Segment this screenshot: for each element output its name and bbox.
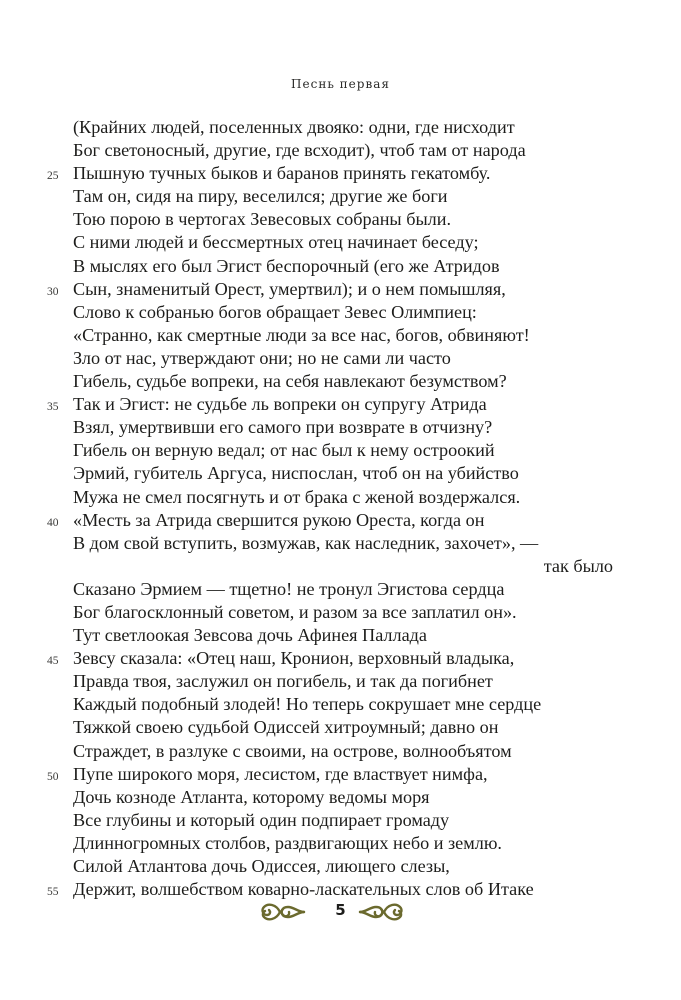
verse-text: Тяжкой своею судьбой Одиссей хитроумный; давно он bbox=[73, 717, 499, 738]
page-number: 5 bbox=[335, 901, 346, 919]
verse-text: Зло от нас, утверждают они; но не сами ли часто bbox=[73, 347, 451, 368]
verse-text: Тою порою в чертогах Зевесовых собраны были. bbox=[73, 209, 452, 230]
running-head: Песнь первая bbox=[291, 77, 390, 91]
verse-text: «Странно, как смертные люди за все нас, богов, обвиняют! bbox=[73, 324, 530, 345]
line-number: 25 bbox=[47, 170, 59, 183]
verse-line bbox=[73, 301, 613, 324]
line-number: 40 bbox=[47, 516, 59, 529]
verse-line bbox=[73, 416, 613, 439]
verse-text: Эрмий, губитель Аргуса, ниспослан, чтоб он на убийство bbox=[73, 463, 519, 484]
verse-line bbox=[73, 555, 613, 578]
verse-line bbox=[47, 763, 613, 786]
verse-line bbox=[73, 693, 613, 716]
verse-line bbox=[47, 509, 613, 532]
verse-text: Сын, знаменитый Орест, умертвил); и о нем помышляя, bbox=[73, 278, 506, 299]
verse-line bbox=[73, 670, 613, 693]
verse-line bbox=[73, 578, 613, 601]
verse-line bbox=[73, 439, 613, 462]
line-number: 30 bbox=[47, 285, 59, 298]
verse-text: Слово к собранью богов обращает Зевес Олимпиец: bbox=[73, 301, 477, 322]
verse-line bbox=[47, 393, 613, 416]
verse-text: Взял, умертвивши его самого при возврате в отчизну? bbox=[73, 417, 493, 438]
verse-line bbox=[73, 486, 613, 509]
line-number: 50 bbox=[47, 770, 59, 783]
verse-line bbox=[73, 716, 613, 739]
verse-text: Бог благосклонный советом, и разом за все заплатил он». bbox=[73, 601, 517, 622]
verse-line bbox=[73, 231, 613, 254]
verse-line bbox=[47, 162, 613, 185]
verse-text: В дом свой вступить, возмужав, как наследник, захочет», — bbox=[73, 532, 539, 553]
verse-text: Силой Атлантова дочь Одиссея, лиющего слезы, bbox=[73, 856, 450, 876]
verse-text: Страждет, в разлуке с своими, на острове, волнообъятом bbox=[73, 740, 512, 761]
verse-text: «Месть за Атрида свершится рукою Ореста, когда он bbox=[73, 509, 485, 530]
verse-text: Сказано Эрмием — тщетно! не тронул Эгистова сердца bbox=[73, 578, 505, 599]
verse-line bbox=[73, 832, 613, 855]
verse-text: Гибель он верную ведал; от нас был к нему остроокий bbox=[73, 440, 495, 461]
verse-text: Пупе широкого моря, лесистом, где властвует нимфа, bbox=[73, 763, 488, 784]
line-number: 55 bbox=[47, 886, 59, 899]
verse-text: так было bbox=[543, 555, 613, 576]
verse-line bbox=[73, 601, 613, 624]
verse-line bbox=[73, 786, 613, 809]
verse-block bbox=[47, 116, 613, 901]
verse-text: Мужа не смел посягнуть и от брака с женой воздержался. bbox=[73, 486, 521, 507]
verse-line bbox=[73, 809, 613, 832]
verse-line bbox=[47, 278, 613, 301]
verse-line bbox=[73, 139, 613, 162]
verse-line bbox=[73, 462, 613, 485]
verse-text: Пышную тучных быков и баранов принять гекатомбу. bbox=[73, 163, 491, 184]
verse-text: С ними людей и бессмертных отец начинает беседу; bbox=[73, 232, 479, 253]
verse-line bbox=[73, 116, 613, 139]
verse-line bbox=[73, 255, 613, 278]
verse-text: Длинногромных столбов, раздвигающих небо и землю. bbox=[73, 832, 502, 853]
page-footer bbox=[0, 893, 681, 933]
verse-text: Бог светоносный, другие, где всходит), чтоб там от народа bbox=[73, 140, 526, 161]
verse-text: Так и Эгист: не судьбе ль вопреки он супругу Атрида bbox=[73, 394, 487, 415]
verse-text: Гибель, судьбе вопреки, на себя навлекают безумством? bbox=[73, 371, 507, 392]
verse-line bbox=[73, 740, 613, 763]
verse-text: Там он, сидя на пиру, веселился; другие же боги bbox=[73, 186, 448, 207]
verse-line bbox=[73, 324, 613, 347]
verse-line bbox=[73, 347, 613, 370]
verse-line bbox=[47, 647, 613, 670]
verse-line bbox=[73, 185, 613, 208]
verse-text: Правда твоя, заслужил он погибель, и так да погибнет bbox=[73, 671, 493, 692]
line-number: 35 bbox=[47, 401, 59, 414]
verse-text: Зевсу сказала: «Отец наш, Кронион, верховный владыка, bbox=[73, 648, 515, 669]
verse-text: Тут светлоокая Зевсова дочь Афинея Паллада bbox=[73, 625, 427, 646]
verse-line bbox=[73, 855, 613, 878]
verse-text: Каждый подобный злодей! Но теперь сокрушает мне сердце bbox=[73, 694, 542, 715]
verse-text: В мыслях его был Эгист беспорочный (его же Атридов bbox=[73, 255, 500, 276]
verse-text: Все глубины и который один подпирает громаду bbox=[73, 809, 450, 830]
line-number: 45 bbox=[47, 655, 59, 668]
verse-text: Дочь козноде Атланта, которому ведомы моря bbox=[73, 786, 430, 807]
verse-line bbox=[73, 624, 613, 647]
verse-line bbox=[73, 370, 613, 393]
verse-text: Держит, волшебством коварно-ласкательных слов об Итаке bbox=[73, 879, 534, 900]
verse-line bbox=[73, 532, 613, 555]
verse-text: (Крайних людей, поселенных двояко: одни, где нисходит bbox=[73, 117, 515, 137]
verse-line bbox=[73, 208, 613, 231]
scroll-ornament-icon bbox=[358, 899, 404, 925]
